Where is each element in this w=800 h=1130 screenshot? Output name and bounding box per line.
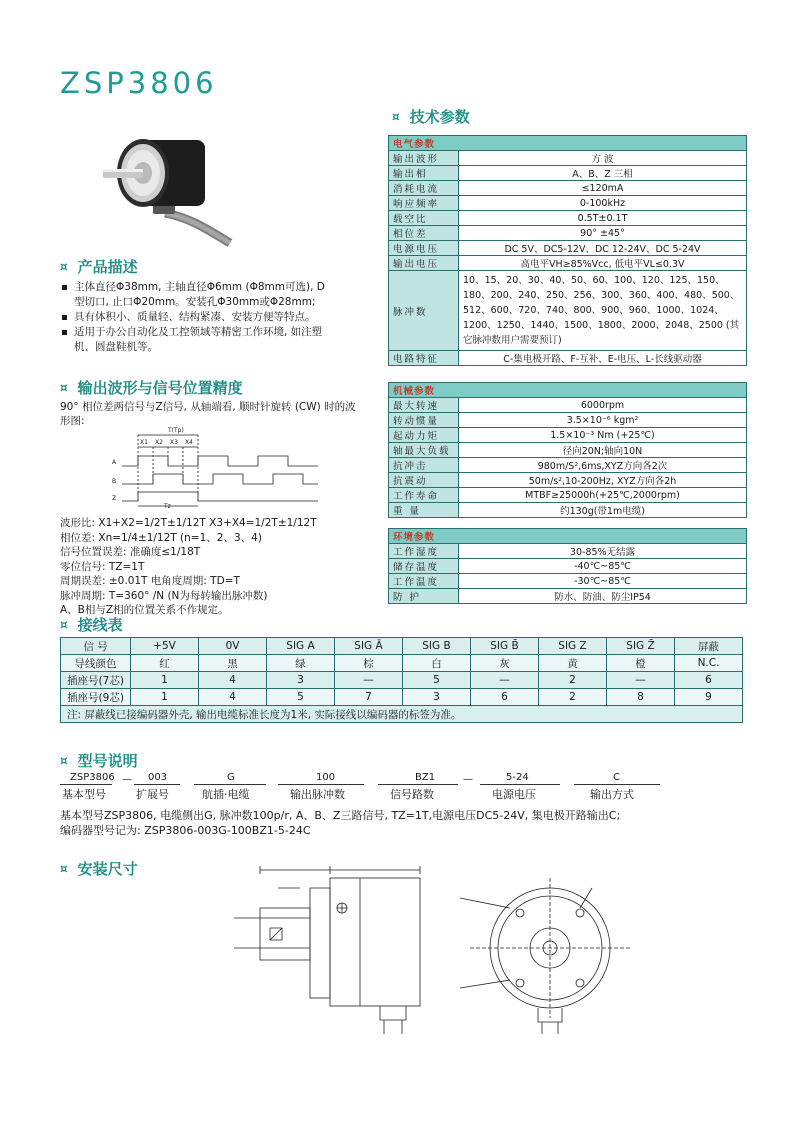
model-dash: — xyxy=(122,774,132,785)
table-row xyxy=(389,458,747,473)
table-row xyxy=(61,706,743,723)
wave-intro: 90° 相位差两信号与Z信号, 从轴端看, 顺时针旋转 (CW) 时的波形图: xyxy=(60,401,356,427)
table-cell: 导线颜色 xyxy=(61,655,131,672)
table-cell: SIG A xyxy=(267,638,335,655)
param-value: 防水、防油、防尘IP54 xyxy=(459,589,747,604)
param-value: 1.5×10⁻³ Nm (+25℃) xyxy=(459,428,747,443)
wave-note: 信号位置误差: 准确度≤1/18T xyxy=(60,546,201,558)
table-cell: 5 xyxy=(267,689,335,706)
environment-params-table xyxy=(388,528,747,604)
param-value: -40℃~85℃ xyxy=(459,559,747,574)
param-value: 约130g(带1m电缆) xyxy=(459,503,747,518)
section-label: 型号说明 xyxy=(77,752,138,770)
table-row xyxy=(389,488,747,503)
mechanical-params-table xyxy=(388,382,747,518)
table-cell: SIG B̄ xyxy=(471,638,539,655)
table-cell: SIG Z xyxy=(539,638,607,655)
section-title-model xyxy=(60,750,138,771)
section-label: 产品描述 xyxy=(77,258,138,276)
table-row xyxy=(61,672,743,689)
table-cell: +5V xyxy=(131,638,199,655)
param-key: 最大转速 xyxy=(389,398,459,413)
table-cell: 黑 xyxy=(199,655,267,672)
param-key: 工作温度 xyxy=(389,574,459,589)
table-header: 机械参数 xyxy=(389,383,747,398)
param-key: 消耗电流 xyxy=(389,181,459,196)
table-cell: 4 xyxy=(199,672,267,689)
param-key: 相位差 xyxy=(389,226,459,241)
param-key: 载空比 xyxy=(389,211,459,226)
wave-note: 波形比: X1+X2=1/2T±1/12T X3+X4=1/2T±1/12T xyxy=(60,517,317,529)
param-key: 响应频率 xyxy=(389,196,459,211)
param-key: 转动惯量 xyxy=(389,413,459,428)
param-value: -30℃~85℃ xyxy=(459,574,747,589)
param-value: 30-85%无结露 xyxy=(459,544,747,559)
param-key: 工作寿命 xyxy=(389,488,459,503)
param-key: 输出电压 xyxy=(389,256,459,271)
description-item: 具有体积小、质量轻、结构紧凑、安装方便等特点。 xyxy=(60,310,330,325)
table-cell: SIG Z̄ xyxy=(607,638,675,655)
description-list xyxy=(60,280,330,355)
section-label: 安装尺寸 xyxy=(77,860,138,878)
encoder-photo xyxy=(95,118,235,248)
param-key: 起动力矩 xyxy=(389,428,459,443)
table-cell: 橙 xyxy=(607,655,675,672)
table-row xyxy=(389,166,747,181)
param-value: 3.5×10⁻⁶ kgm² xyxy=(459,413,747,428)
param-key: 电源电压 xyxy=(389,241,459,256)
table-row xyxy=(389,443,747,458)
table-row xyxy=(61,655,743,672)
param-value: C-集电极开路、F-互补、E-电压、L-长线驱动器 xyxy=(459,351,747,366)
table-row xyxy=(389,503,747,518)
model-part-label: 航插·电缆 xyxy=(202,788,250,801)
table-cell: 7 xyxy=(335,689,403,706)
table-row xyxy=(61,689,743,706)
param-key: 抗震动 xyxy=(389,473,459,488)
model-dash: — xyxy=(463,774,473,785)
table-cell: 0V xyxy=(199,638,267,655)
table-row xyxy=(389,398,747,413)
section-title-tech xyxy=(392,106,470,127)
section-title-wave xyxy=(60,377,243,398)
wave-note: 零位信号: TZ=1T xyxy=(60,560,145,573)
installation-dimension-drawing xyxy=(220,858,640,1048)
wave-label-b: B xyxy=(112,478,117,485)
table-cell: 6 xyxy=(471,689,539,706)
table-row xyxy=(61,638,743,655)
param-value: 0-100kHz xyxy=(459,196,747,211)
wave-label-x2: X2 xyxy=(155,439,163,446)
table-cell: 屏蔽 xyxy=(675,638,743,655)
table-cell: SIG B xyxy=(403,638,471,655)
section-marker-icon: ¤ xyxy=(392,109,400,124)
table-cell: SIG Ā xyxy=(335,638,403,655)
table-cell: 插座号(9芯) xyxy=(61,689,131,706)
table-cell: — xyxy=(335,672,403,689)
table-header: 电气参数 xyxy=(389,136,747,151)
table-row xyxy=(389,559,747,574)
wave-label-a: A xyxy=(112,459,117,466)
wave-label-x1: X1 xyxy=(140,439,148,446)
model-part: 5-24 xyxy=(506,772,529,783)
table-row xyxy=(389,181,747,196)
wave-note: 周期误差: ±0.01T 电角度周期: TD=T xyxy=(60,575,240,587)
param-key: 储存温度 xyxy=(389,559,459,574)
wiring-note: 注: 屏蔽线已接编码器外壳, 输出电缆标准长度为1米, 实际接线以编码器的标签为准。 xyxy=(61,706,743,723)
param-value: 90° ±45° xyxy=(459,226,747,241)
section-title-wiring xyxy=(60,614,123,635)
section-marker-icon: ¤ xyxy=(60,380,68,395)
param-value: 方 波 xyxy=(459,151,747,166)
table-cell: 4 xyxy=(199,689,267,706)
param-key: 轴最大负载 xyxy=(389,443,459,458)
table-row xyxy=(389,196,747,211)
param-value: ≤120mA xyxy=(459,181,747,196)
model-part-label: 电源电压 xyxy=(492,788,536,801)
table-cell: 1 xyxy=(131,689,199,706)
table-cell: 绿 xyxy=(267,655,335,672)
product-title: ZSP3806 xyxy=(60,66,218,100)
model-part: G xyxy=(227,772,235,783)
table-cell: 黄 xyxy=(539,655,607,672)
table-cell: — xyxy=(607,672,675,689)
model-part: 003 xyxy=(148,772,168,783)
section-label: 接线表 xyxy=(77,616,123,634)
table-row xyxy=(389,589,747,604)
table-cell: — xyxy=(471,672,539,689)
model-part: C xyxy=(613,772,620,783)
model-notes xyxy=(60,808,740,838)
wave-label-x4: X4 xyxy=(185,439,193,446)
section-label: 输出波形与信号位置精度 xyxy=(77,379,243,397)
table-row xyxy=(389,226,747,241)
param-value: DC 5V、DC5-12V、DC 12-24V、DC 5-24V xyxy=(459,241,747,256)
table-cell: 信 号 xyxy=(61,638,131,655)
electrical-params-table xyxy=(388,135,747,366)
model-note: 编码器型号记为: ZSP3806-003G-100BZ1-5-24C xyxy=(60,824,311,837)
table-cell: 红 xyxy=(131,655,199,672)
param-key: 抗冲击 xyxy=(389,458,459,473)
wave-label-tz: Tz xyxy=(164,503,171,510)
table-row xyxy=(389,211,747,226)
param-key: 脉冲数 xyxy=(389,271,459,351)
wave-note: A、B相与Z相的位置关系不作规定。 xyxy=(60,604,229,616)
table-row xyxy=(389,151,747,166)
table-cell: 插座号(7芯) xyxy=(61,672,131,689)
table-cell: 8 xyxy=(607,689,675,706)
section-label: 技术参数 xyxy=(409,108,470,126)
wave-notes xyxy=(60,516,380,618)
table-cell: 2 xyxy=(539,672,607,689)
wave-label-x3: X3 xyxy=(170,439,178,446)
wave-label-z: Z xyxy=(112,495,117,502)
section-marker-icon: ¤ xyxy=(60,259,68,274)
model-code-breakdown xyxy=(60,772,720,802)
table-cell: 灰 xyxy=(471,655,539,672)
table-cell: 白 xyxy=(403,655,471,672)
param-value: 0.5T±0.1T xyxy=(459,211,747,226)
table-cell: 2 xyxy=(539,689,607,706)
param-key: 输出相 xyxy=(389,166,459,181)
param-value: MTBF≥25000h(+25℃,2000rpm) xyxy=(459,488,747,503)
section-marker-icon: ¤ xyxy=(60,753,68,768)
waveform-diagram xyxy=(108,426,348,516)
section-title-desc xyxy=(60,256,138,277)
param-value: 10、15、20、30、40、50、60、100、120、125、150、180、200、240、250、256、300、360、400、480、500、512、600、720、740、800、900、960、1000、1024、1200、1250、1440、1500、1800、2000、2048、2500 (其它脉冲数用户需要预订) xyxy=(459,271,747,351)
table-cell: 3 xyxy=(267,672,335,689)
model-part: ZSP3806 xyxy=(70,772,115,783)
description-item: 适用于办公自动化及工控领域等精密工作环境, 如注塑机、圆盘鞋机等。 xyxy=(60,325,330,355)
table-cell: 3 xyxy=(403,689,471,706)
table-cell: N.C. xyxy=(675,655,743,672)
model-part-label: 扩展号 xyxy=(136,788,169,801)
table-row xyxy=(389,413,747,428)
wave-note: 脉冲周期: T=360° /N (N为每转输出脉冲数) xyxy=(60,589,268,602)
param-value: 6000rpm xyxy=(459,398,747,413)
param-key: 电路特征 xyxy=(389,351,459,366)
wiring-table xyxy=(60,637,743,723)
model-part-label: 基本型号 xyxy=(62,788,106,801)
table-cell: 棕 xyxy=(335,655,403,672)
param-value: 980m/S²,6ms,XYZ方向各2次 xyxy=(459,458,747,473)
table-cell: 5 xyxy=(403,672,471,689)
model-part: BZ1 xyxy=(415,772,436,783)
section-marker-icon: ¤ xyxy=(60,861,68,876)
table-cell: 9 xyxy=(675,689,743,706)
model-part-label: 输出方式 xyxy=(590,788,634,801)
section-title-install xyxy=(60,858,138,879)
table-cell: 6 xyxy=(675,672,743,689)
table-header: 环境参数 xyxy=(389,529,747,544)
table-row xyxy=(389,241,747,256)
param-value: 径向20N;轴向10N xyxy=(459,443,747,458)
param-key: 输出波形 xyxy=(389,151,459,166)
table-row xyxy=(389,428,747,443)
param-key: 重 量 xyxy=(389,503,459,518)
wave-note: 相位差: Xn=1/4±1/12T (n=1、2、3、4) xyxy=(60,531,262,544)
param-value: 高电平VH≥85%Vcc, 低电平VL≤0.3V xyxy=(459,256,747,271)
param-value: A、B、Z 三相 xyxy=(459,166,747,181)
table-row xyxy=(389,256,747,271)
table-row xyxy=(389,473,747,488)
description-item: 主体直径Φ38mm, 主轴直径Φ6mm (Φ8mm可选), D型切口, 止口Φ20mm。安装孔Φ30mm或Φ28mm; xyxy=(60,280,330,310)
model-part-label: 信号路数 xyxy=(390,788,434,801)
section-marker-icon: ¤ xyxy=(60,617,68,632)
param-value: 50m/s²,10-200Hz, XYZ方向各2h xyxy=(459,473,747,488)
model-part: 100 xyxy=(316,772,336,783)
param-key: 防 护 xyxy=(389,589,459,604)
wave-label-t: T(Tp) xyxy=(168,427,184,434)
model-note: 基本型号ZSP3806, 电缆侧出G, 脉冲数100p/r, A、B、Z三路信号, TZ=1T,电源电压DC5-24V, 集电极开路输出C; xyxy=(60,809,621,822)
model-part-label: 输出脉冲数 xyxy=(290,788,345,801)
table-cell: 1 xyxy=(131,672,199,689)
param-key: 工作湿度 xyxy=(389,544,459,559)
table-row xyxy=(389,271,747,351)
table-row xyxy=(389,351,747,366)
table-row xyxy=(389,544,747,559)
table-row xyxy=(389,574,747,589)
